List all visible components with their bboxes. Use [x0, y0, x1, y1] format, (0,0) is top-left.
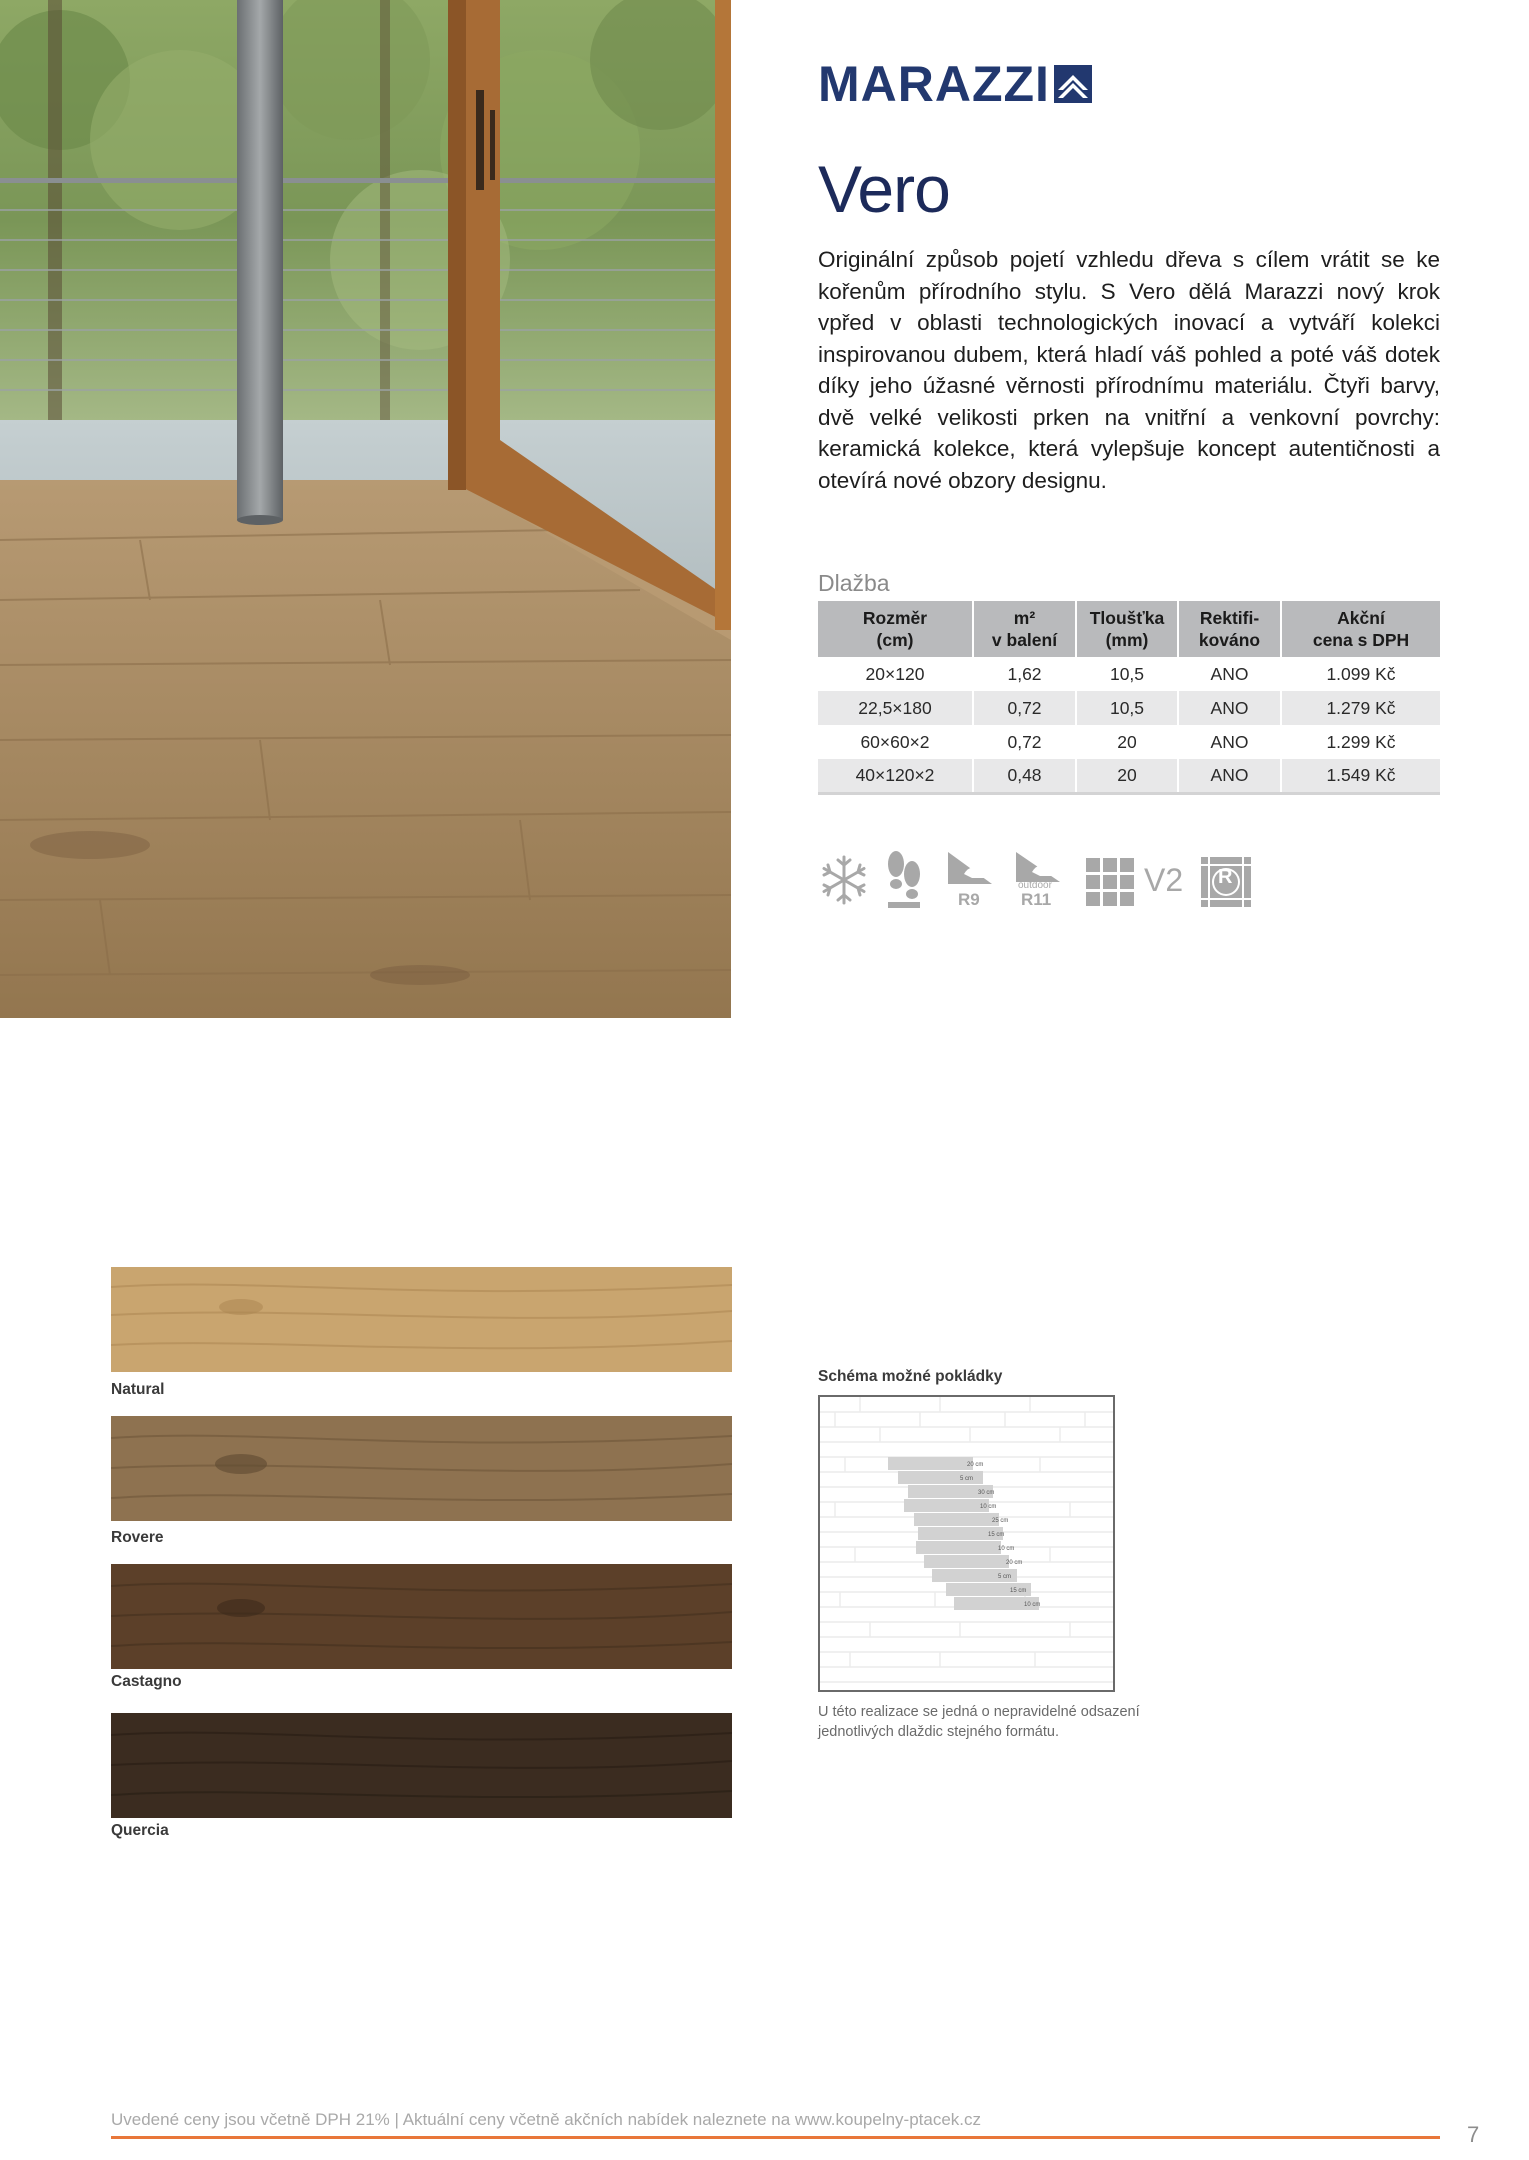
schema-dim: 25 cm: [992, 1518, 1009, 1524]
cell-size: 22,5×180: [818, 691, 973, 725]
swatch-natural: [111, 1267, 732, 1372]
footer-text: Uvedené ceny jsou včetně DPH 21% | Aktuální ceny včetně akčních nabídek naleznete na www.koupelny-ptacek.cz: [111, 2110, 982, 2129]
snowflake-icon: [818, 854, 870, 906]
header-rectified: [1178, 601, 1281, 657]
variation-v2-label: V2: [1144, 862, 1184, 898]
header-rectified-line2: kováno: [1198, 630, 1261, 650]
cell-thickness: 10,5: [1076, 657, 1178, 691]
header-m2-line1: m²: [1013, 608, 1036, 628]
cell-rectified: ANO: [1178, 657, 1281, 691]
schema-dim: 10 cm: [998, 1546, 1015, 1552]
schema-dim: 10 cm: [980, 1504, 997, 1510]
table-header-row: [818, 601, 1440, 657]
schema-title: Schéma možné pokládky: [818, 1368, 1003, 1385]
swatch-label: Rovere: [111, 1529, 164, 1546]
table-row: [818, 759, 1440, 793]
schema-dim: 20 cm: [967, 1462, 984, 1468]
cell-size: 40×120×2: [818, 759, 973, 793]
cell-price: 1.299 Kč: [1281, 725, 1440, 759]
swatch-castagno: [111, 1564, 732, 1669]
header-rectified-line1: Rektifi-: [1199, 608, 1260, 628]
wood-texture-quercia: [111, 1713, 732, 1818]
slip-resistance-r9-icon: [946, 850, 994, 890]
cell-rectified: ANO: [1178, 691, 1281, 725]
slip-r9-label: R9: [958, 890, 980, 909]
cell-size: 60×60×2: [818, 725, 973, 759]
cell-price: 1.549 Kč: [1281, 759, 1440, 793]
cell-thickness: 10,5: [1076, 691, 1178, 725]
cell-price: 1.099 Kč: [1281, 657, 1440, 691]
wood-texture-castagno: [111, 1564, 732, 1669]
footer-divider: [111, 2136, 1440, 2139]
grid-icon: [1086, 858, 1134, 906]
schema-dim: 10 cm: [1024, 1602, 1041, 1608]
wood-texture-rovere: [111, 1416, 732, 1521]
swatch-label: Quercia: [111, 1822, 169, 1839]
hero-photo: [0, 0, 731, 1018]
cell-size: 20×120: [818, 657, 973, 691]
slip-r11-label: R11: [1021, 890, 1052, 909]
header-size-line2: (cm): [876, 630, 914, 650]
table-section-label: Dlažba: [818, 570, 890, 596]
swatch-rovere: [111, 1416, 732, 1521]
schema-dim: 15 cm: [1010, 1588, 1027, 1594]
price-table: [818, 601, 1440, 795]
cell-m2: 0,72: [973, 725, 1076, 759]
schema-dim: 5 cm: [960, 1476, 974, 1482]
header-size-line1: Rozměr: [862, 608, 928, 628]
swatch-label: Castagno: [111, 1673, 182, 1690]
page-number: 7: [1467, 2122, 1480, 2147]
feature-icons: [818, 850, 1258, 914]
cell-m2: 1,62: [973, 657, 1076, 691]
cell-thickness: 20: [1076, 725, 1178, 759]
cell-price: 1.279 Kč: [1281, 691, 1440, 725]
header-m2: [973, 601, 1076, 657]
header-size: [818, 601, 973, 657]
cell-m2: 0,48: [973, 759, 1076, 793]
header-price-line1: Akční: [1337, 608, 1385, 628]
header-thickness-line2: (mm): [1105, 630, 1149, 650]
cell-thickness: 20: [1076, 759, 1178, 793]
hero-scene: [0, 0, 731, 1018]
table-row: [818, 691, 1440, 725]
brand-logo: [818, 58, 1092, 110]
schema-dim: 15 cm: [988, 1532, 1005, 1538]
schema-dim: 30 cm: [978, 1490, 995, 1496]
header-thickness-line1: Tloušťka: [1089, 608, 1165, 628]
schema-dim: 5 cm: [998, 1574, 1012, 1580]
header-price: [1281, 601, 1440, 657]
schema-dimensions: [960, 1458, 1041, 1612]
header-m2-line2: v balení: [991, 630, 1058, 650]
laying-pattern-diagram: [820, 1397, 1113, 1690]
outdoor-label: outdoor: [1018, 880, 1052, 891]
cell-rectified: ANO: [1178, 759, 1281, 793]
laying-schema: [818, 1395, 1115, 1692]
wood-texture-natural: [111, 1267, 732, 1372]
swatch-quercia: [111, 1713, 732, 1818]
logo-wordmark: MARAZZI: [818, 56, 1050, 112]
header-price-line2: cena s DPH: [1312, 630, 1410, 650]
schema-dim: 20 cm: [1006, 1560, 1023, 1566]
footprints-icon: [884, 850, 924, 910]
schema-note: U této realizace se jedná o nepravidelné odsazení jednotlivých dlaždic stejného formátu.: [818, 1704, 1140, 1740]
table-row: [818, 725, 1440, 759]
rectified-label: R: [1218, 866, 1233, 888]
product-title: Vero: [818, 152, 950, 226]
logo-mark-icon: [1054, 65, 1092, 103]
cell-rectified: ANO: [1178, 725, 1281, 759]
header-thickness: [1076, 601, 1178, 657]
product-description: Originální způsob pojetí vzhledu dřeva s cílem vrátit se ke kořenům přírodního stylu. S Vero dělá Marazzi nový krok vpřed v oblasti technologických inovací a vytváří kolekci inspirovanou dubem, která hladí váš pohled a poté váš dotek díky jeho úžasné věrnosti přírodnímu materiálu. Čtyři barvy, dvě velké velikosti prken na vnitřní a venkovní povrchy: keramická kolekce, která vylepšuje koncept autentičnosti a otevírá nové obzory designu.: [818, 247, 1440, 493]
table-row: [818, 657, 1440, 691]
cell-m2: 0,72: [973, 691, 1076, 725]
swatch-label: Natural: [111, 1381, 165, 1398]
